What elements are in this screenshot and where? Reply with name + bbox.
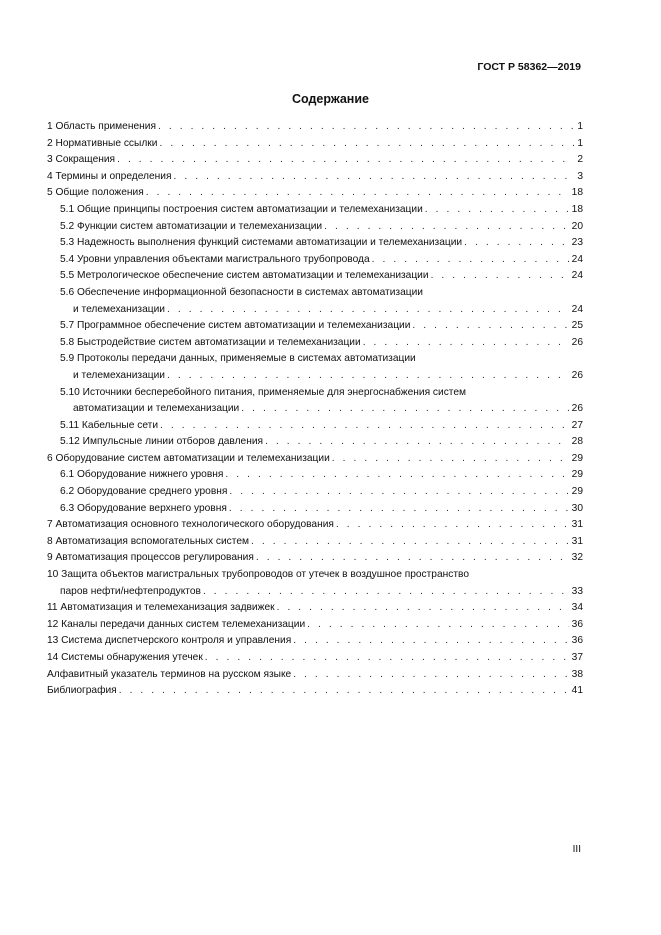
toc-leader-dots [239, 401, 568, 418]
toc-entry-label: Библиография [47, 685, 117, 697]
toc-leader-dots [429, 268, 569, 285]
toc-entry-label: 6.2 Оборудование среднего уровня [60, 486, 228, 498]
toc-entry-label: 12 Каналы передачи данных систем телемеханизации [47, 618, 306, 630]
toc-entry-page: 25 [571, 320, 583, 332]
toc-entry[interactable] [47, 534, 583, 551]
toc-entry-label: 2 Нормативные ссылки [47, 137, 158, 149]
toc-entry-page: 18 [571, 187, 583, 199]
toc-leader-dots [410, 318, 568, 335]
toc-entry-label-line: 10 Защита объектов магистральных трубопроводов от утечек в воздушное пространство [47, 569, 469, 581]
toc-entry[interactable] [47, 268, 583, 285]
toc-entry-label-line: 5.10 Источники бесперебойного питания, применяемые для энергоснабжения систем [60, 386, 467, 398]
toc-entry[interactable] [47, 517, 583, 534]
toc-entry-page: 29 [571, 469, 583, 481]
document-code: ГОСТ Р 58362—2019 [477, 61, 581, 73]
toc-leader-dots [423, 202, 569, 219]
toc-leader-dots [203, 650, 569, 667]
toc-entry-label: 5.4 Уровни управления объектами магистрального трубопровода [60, 253, 370, 265]
toc-entry[interactable] [47, 501, 583, 518]
toc-entry-page: 31 [571, 519, 583, 531]
toc-entry-page: 27 [571, 419, 583, 431]
toc-entry[interactable] [47, 169, 583, 186]
toc-entry-page: 24 [571, 253, 583, 265]
toc-leader-dots [223, 467, 568, 484]
toc-entry-label: 5 Общие положения [47, 187, 144, 199]
toc-leader-dots [157, 136, 574, 153]
toc-entry-page: 29 [571, 486, 583, 498]
toc-entry-label: 5.8 Быстродействие систем автоматизации и телемеханизации [60, 336, 361, 348]
toc-entry-page: 18 [571, 203, 583, 215]
toc-entry-page: 2 [577, 154, 583, 166]
toc-leader-dots [158, 418, 569, 435]
toc-entry[interactable] [47, 633, 583, 650]
toc-leader-dots [156, 119, 574, 136]
toc-entry-label: 6 Оборудование систем автоматизации и телемеханизации [47, 452, 330, 464]
toc-title: Содержание [291, 92, 369, 106]
toc-entry-label: 5.5 Метрологическое обеспечение систем автоматизации и телемеханизации [60, 270, 429, 282]
toc-entry-page: 3 [577, 170, 583, 182]
toc-entry-page: 29 [571, 452, 583, 464]
toc-entry-page: 26 [571, 369, 583, 381]
toc-entry-label: 11 Автоматизация и телемеханизация задвижек [47, 602, 275, 614]
toc-entry-page: 1 [577, 121, 583, 132]
toc-entry-page: 31 [571, 535, 583, 547]
toc-leader-dots [291, 667, 568, 684]
toc-entry[interactable] [47, 185, 583, 202]
toc-entry-page: 1 [577, 137, 583, 149]
toc-leader-dots [227, 501, 569, 518]
toc-entry-page: 23 [571, 237, 583, 249]
toc-leader-dots [275, 600, 569, 617]
toc-entry-page: 28 [571, 436, 583, 448]
toc-entry-label: 6.3 Оборудование верхнего уровня [60, 502, 227, 514]
toc-entry-page: 36 [571, 635, 583, 647]
toc-entry[interactable] [47, 567, 583, 600]
toc-leader-dots [165, 302, 569, 319]
toc-entry[interactable] [47, 119, 583, 136]
toc-entry[interactable] [47, 285, 583, 318]
toc-entry[interactable] [47, 550, 583, 567]
toc-entry[interactable] [47, 252, 583, 269]
toc-leader-dots [144, 185, 569, 202]
toc-entry-label: 5.3 Надежность выполнения функций системами автоматизации и телемеханизации [60, 237, 463, 249]
page-number: III [572, 844, 581, 855]
toc-entry[interactable] [47, 434, 583, 451]
toc-leader-dots [361, 335, 569, 352]
toc-entry[interactable] [47, 467, 583, 484]
toc-entry-label-line: 5.6 Обеспечение информационной безопасности в системах автоматизации [60, 286, 423, 298]
toc-entry-label: 13 Система диспетчерского контроля и управления [47, 635, 292, 647]
toc-leader-dots [263, 434, 569, 451]
toc-entry-label-line: 5.9 Протоколы передачи данных, применяемые в системах автоматизации [60, 353, 416, 365]
toc-entry[interactable] [47, 351, 583, 384]
toc-entry-label: 7 Автоматизация основного технологического оборудования [47, 519, 334, 531]
toc-leader-dots [201, 584, 569, 601]
toc-entry-label: 5.11 Кабельные сети [60, 419, 159, 431]
toc-entry-page: 36 [571, 618, 583, 630]
toc-entry-page: 41 [571, 685, 583, 697]
toc-entry[interactable] [47, 667, 583, 684]
toc-entry-page: 24 [571, 270, 583, 282]
toc-entry-label: и телемеханизации [73, 369, 165, 381]
toc-entry[interactable] [47, 385, 583, 418]
toc-entry-page: 33 [571, 585, 583, 597]
toc-entry[interactable] [47, 335, 583, 352]
toc-entry-page: 26 [571, 403, 583, 415]
toc-entry[interactable] [47, 650, 583, 667]
toc-entry-page: 34 [571, 602, 583, 614]
toc-entry-page: 24 [571, 303, 583, 315]
toc-entry-label: 14 Системы обнаружения утечек [47, 652, 203, 663]
toc-entry[interactable] [47, 451, 583, 468]
toc-entry-label: 6.1 Оборудование нижнего уровня [60, 469, 224, 481]
toc-leader-dots [165, 368, 569, 385]
toc-leader-dots [305, 617, 569, 634]
toc-entry[interactable] [47, 318, 583, 335]
table-of-contents [47, 119, 583, 700]
toc-leader-dots [254, 550, 569, 567]
toc-entry-label: 5.7 Программное обеспечение систем автоматизации и телемеханизации [60, 320, 411, 332]
toc-leader-dots [330, 451, 569, 468]
toc-entry[interactable] [47, 235, 583, 252]
toc-entry[interactable] [47, 152, 583, 169]
toc-leader-dots [291, 633, 568, 650]
toc-entry[interactable] [47, 136, 583, 153]
toc-entry-label: и телемеханизации [73, 303, 165, 315]
toc-leader-dots [227, 484, 568, 501]
toc-leader-dots [115, 152, 574, 169]
toc-leader-dots [370, 252, 569, 269]
toc-entry[interactable] [47, 219, 583, 236]
toc-entry-page: 38 [571, 668, 583, 680]
toc-entry-label: 1 Область применения [47, 121, 156, 132]
toc-entry-label: 3 Сокращения [47, 154, 116, 166]
toc-entry-label: Алфавитный указатель терминов на русском языке [47, 668, 292, 680]
toc-entry[interactable] [47, 484, 583, 501]
toc-leader-dots [334, 517, 569, 534]
toc-entry-page: 30 [571, 502, 583, 514]
toc-entry-label: 5.12 Импульсные линии отборов давления [60, 436, 264, 448]
toc-entry-page: 20 [571, 220, 583, 232]
toc-leader-dots [117, 683, 569, 700]
toc-entry[interactable] [47, 202, 583, 219]
toc-entry-label: 5.1 Общие принципы построения систем автоматизации и телемеханизации [60, 203, 423, 215]
toc-leader-dots [249, 534, 569, 551]
toc-entry-page: 37 [571, 652, 583, 663]
toc-entry[interactable] [47, 617, 583, 634]
toc-entry-label: 5.2 Функции систем автоматизации и телемеханизации [60, 220, 323, 232]
toc-entry[interactable] [47, 683, 583, 700]
toc-entry[interactable] [47, 600, 583, 617]
toc-entry-page: 26 [571, 336, 583, 348]
toc-entry-page: 32 [571, 552, 583, 564]
toc-entry-label: 9 Автоматизация процессов регулирования [47, 552, 254, 564]
toc-entry-label: 4 Термины и определения [47, 170, 172, 182]
toc-entry-label: 8 Автоматизация вспомогательных систем [47, 535, 249, 547]
toc-leader-dots [322, 219, 569, 236]
toc-leader-dots [171, 169, 574, 186]
toc-entry-label: паров нефти/нефтепродуктов [60, 585, 201, 597]
toc-entry-label: автоматизации и телемеханизации [73, 403, 240, 415]
toc-leader-dots [462, 235, 569, 252]
toc-entry[interactable] [47, 418, 583, 435]
